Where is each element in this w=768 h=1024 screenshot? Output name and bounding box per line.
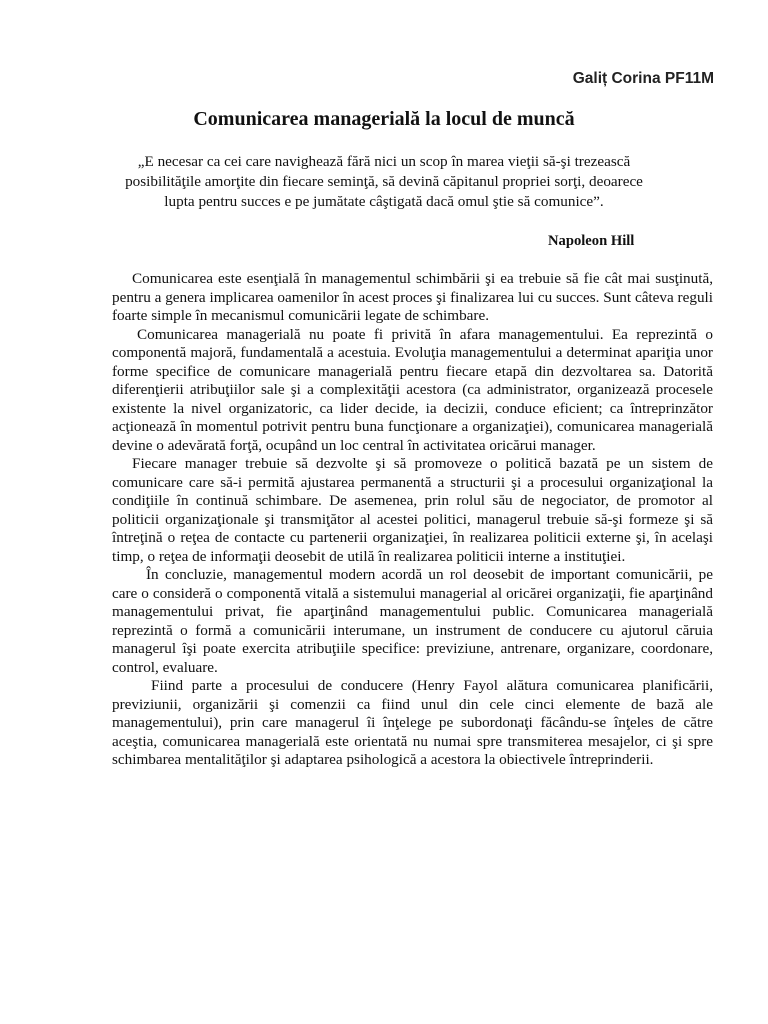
body-paragraph: Fiind parte a procesului de conducere (Henry Fayol alătura comunicarea planificării, previziunii, organizării şi comenzii ca fiind unul din cele cinci elemente de bază ale managementului), prin care managerul îi înţelege pe subordonaţi făcându-se înţeles de către aceştia, comunicarea managerială este orientată nu numai spre transmiterea mesajelor, ci şi spre schimbarea mentalităţilor şi adaptarea psihologică a acestora la obiectivele întreprinderii. [112,677,713,768]
body-paragraph: Comunicarea este esenţială în managementul schimbării şi ea trebuie să fie cât mai susţinută, pentru a genera implicarea oamenilor în acest proces şi finalizarea lui cu succes. Sunt câteva reguli foarte simple în mecanismul comunicării legate de schimbare. [112,270,713,324]
body-paragraph: Fiecare manager trebuie să dezvolte şi să promoveze o politică bazată pe un sistem de comunicare care să-i permită ajustarea permanentă a structurii şi a procesului organizaţional la condiţiile în continuă schimbare. De asemenea, prin rolul său de negociator, de promotor al politicii organizaţionale şi transmiţător al acestei politici, managerul trebuie să-şi formeze şi să întreţină o reţea de contacte cu partenerii organizaţiei, în realizarea politicii externe şi, în acelaşi timp, o reţea de informaţii deosebit de utilă în realizarea politicii interne a instituţiei. [112,455,713,565]
epigraph-author: Napoleon Hill [548,233,635,249]
body-paragraph: În concluzie, managementul modern acordă un rol deosebit de important comunicării, pe care o consideră o componentă vitală a sistemului managerial al oricărei organizaţii, fie aparţinând managementului privat, fie aparţinând managementului public. Comunicarea managerială reprezintă o formă a comunicării interumane, un instrument de conducere cu ajutorul căruia managerul îşi poate exercita atribuţiile specifice: previziune, antrenare, organizare, coordonare, control, evaluare. [112,566,713,676]
epigraph-quote: „E necesar ca cei care navighează fără nici un scop în marea vieţii să-şi trezească posibilităţile amorţite din fiecare seminţă, să devină căpitanul propriei sorţi, deoarece lupta pentru succes e pe jumătate câştigată dacă omul ştie să comunice”. [125,153,643,210]
document-title: Comunicarea managerială la locul de muncă [193,108,575,130]
document-body [112,270,713,770]
author-name: Galiț Corina PF11M [572,70,714,87]
body-paragraph: Comunicarea managerială nu poate fi privită în afara managementului. Ea reprezintă o componentă majoră, fundamentală a acestuia. Evoluţia managementului a determinat apariţia unor forme specifice de comunicare managerială pentru fiecare etapă din dezvoltarea sa. Datorită diferenţierii atribuţiilor sale şi a complexităţii acestora (ca administrator, organizează procesele existente la nivel organizatoric, ca lider decide, ia decizii, conduce eficient; ca întreprinzător acţionează în momentul potrivit pentru buna funcţionare a organizaţiei), comunicarea managerială devine o adevărată forţă, ocupând un loc central în activitatea oricărui manager. [112,325,713,454]
